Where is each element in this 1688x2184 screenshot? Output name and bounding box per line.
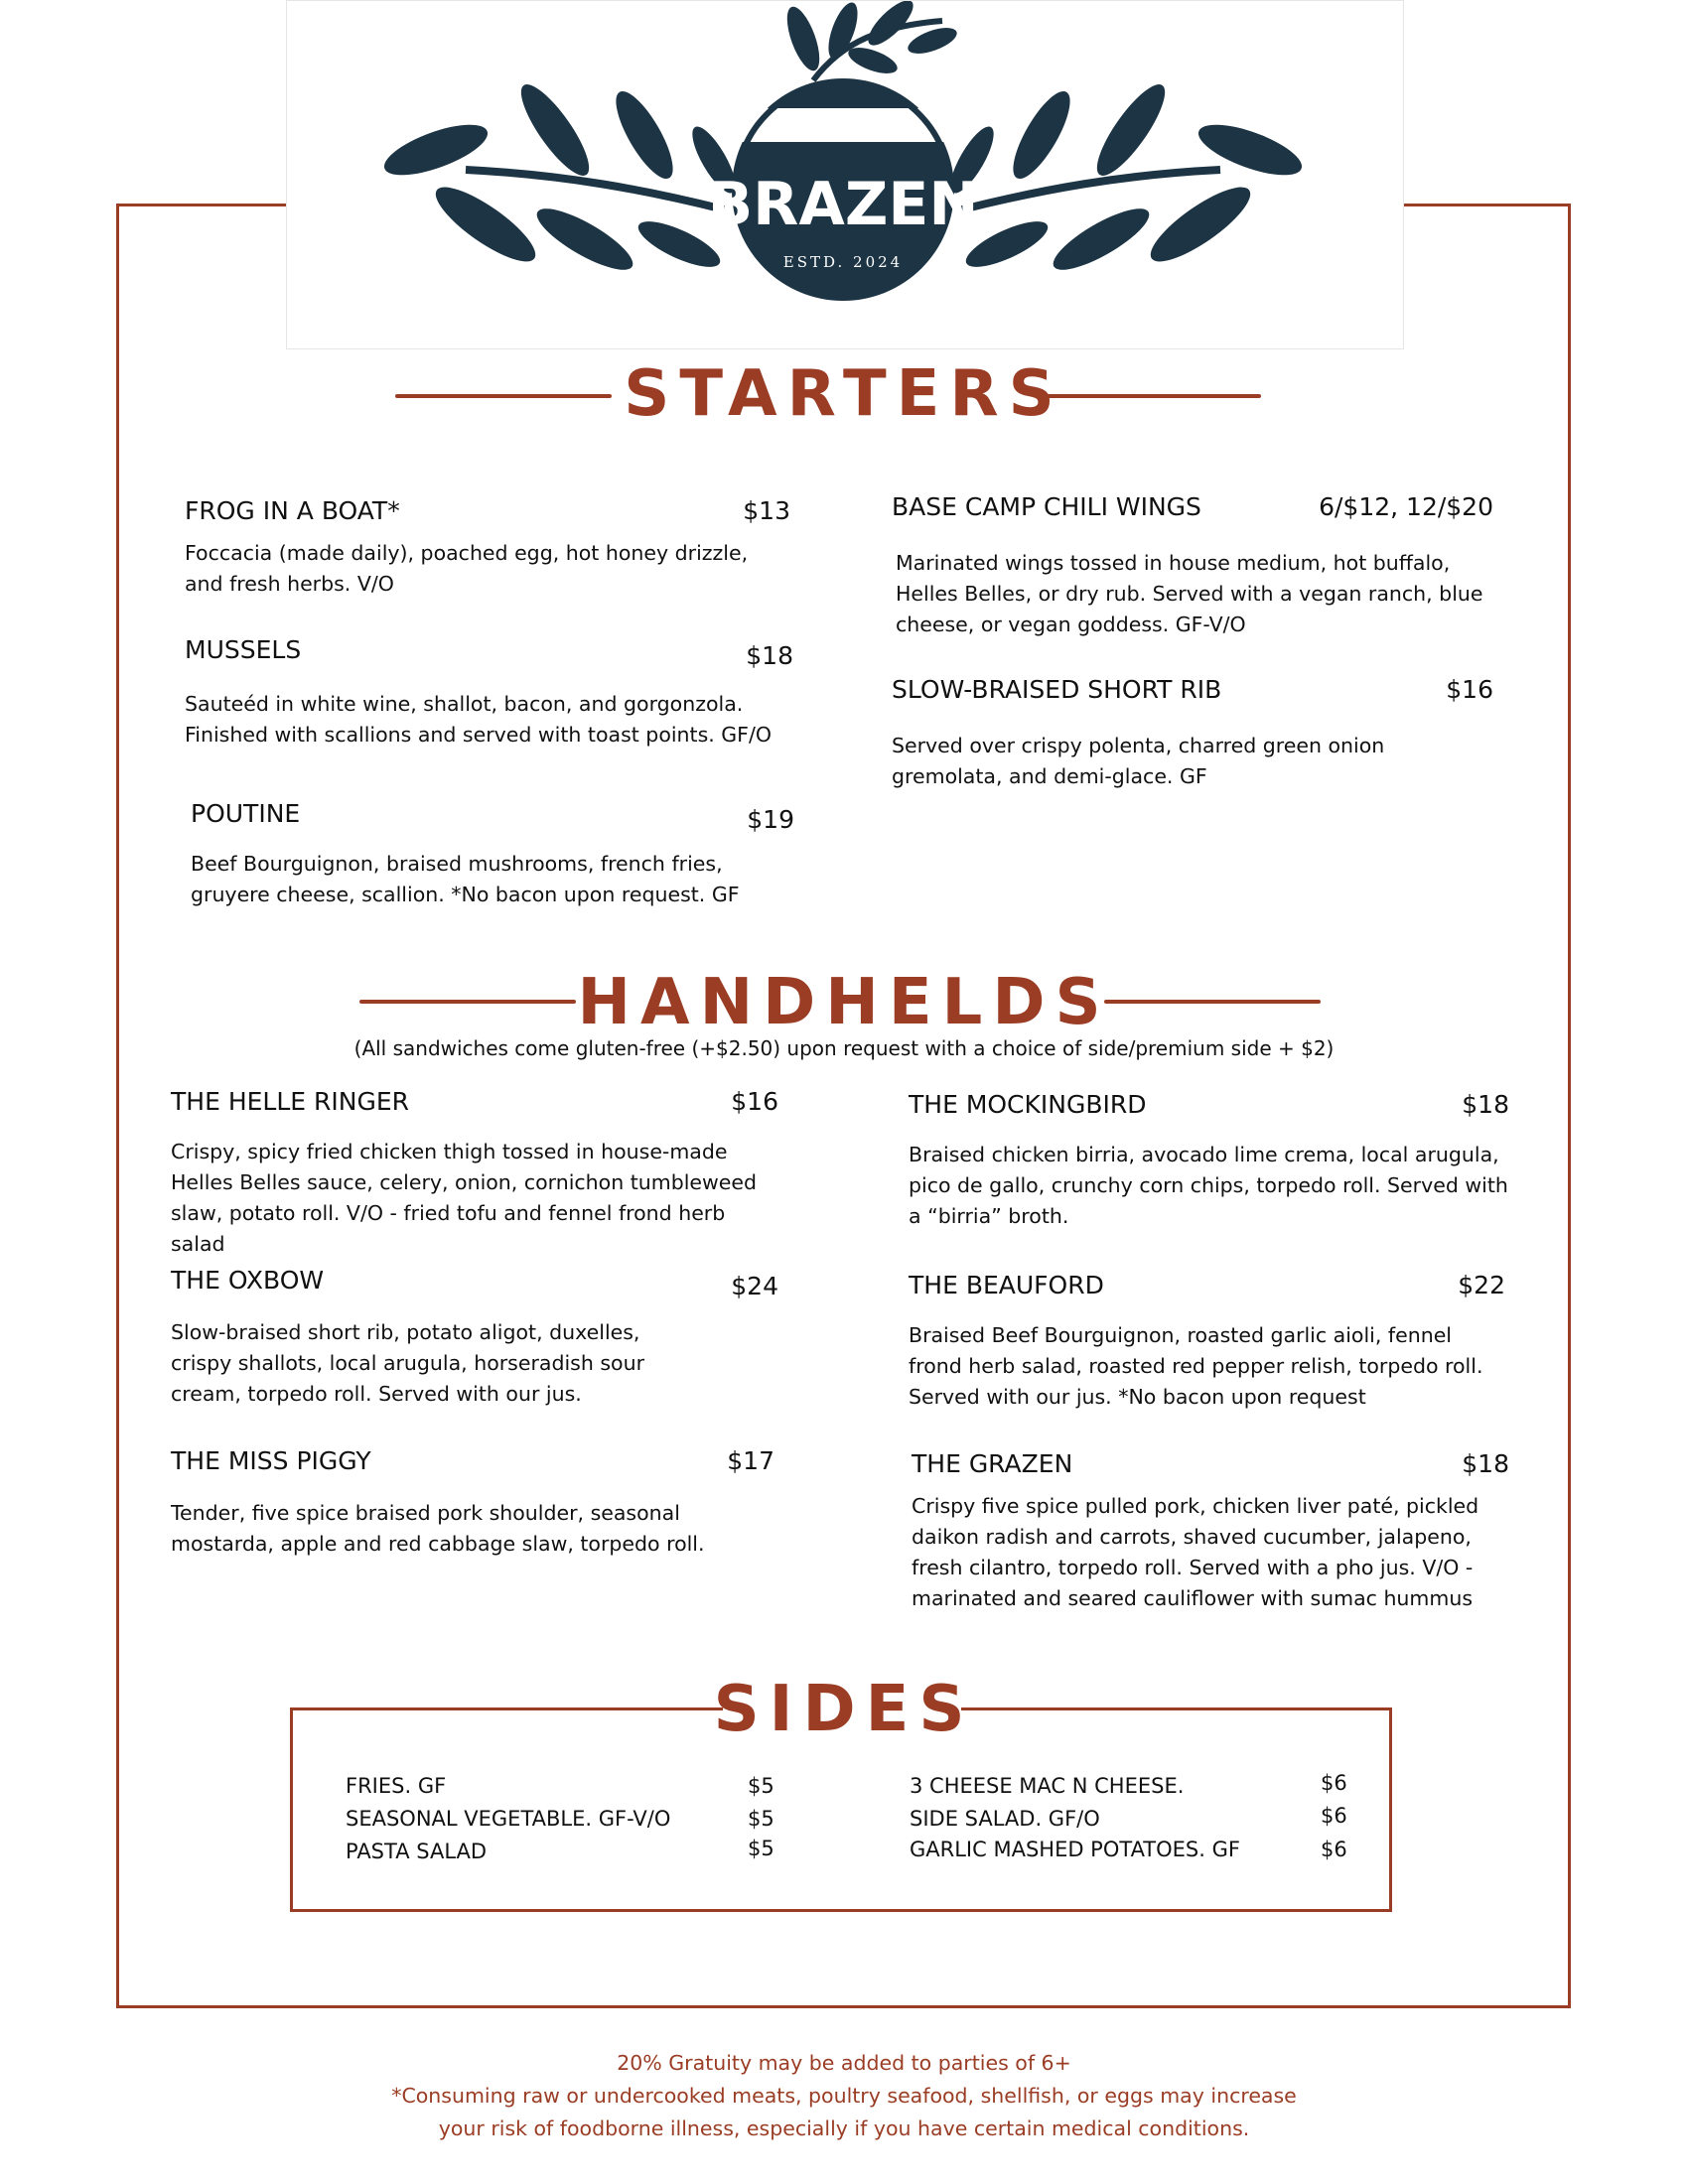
item-price: $18 [1462, 1090, 1509, 1119]
side-item-price: $6 [1321, 1771, 1347, 1795]
item-name: THE MOCKINGBIRD [909, 1090, 1147, 1119]
side-item-price: $5 [748, 1837, 774, 1860]
item-price: $18 [1462, 1449, 1509, 1478]
side-item-name: 3 CHEESE MAC N CHEESE. [910, 1774, 1185, 1798]
item-name: THE GRAZEN [912, 1449, 1073, 1478]
side-item-price: $6 [1321, 1838, 1347, 1861]
item-description: Tender, five spice braised pork shoulder, seasonal mostarda, apple and red cabbage slaw, torpedo roll. [171, 1501, 705, 1556]
item-price: $22 [1458, 1271, 1505, 1299]
item-name: MUSSELS [185, 635, 302, 664]
handhelds-note: (All sandwiches come gluten-free (+$2.50) upon request with a choice of side/premium side + $2) [353, 1036, 1335, 1060]
side-item-price: $5 [748, 1774, 774, 1798]
side-item-name: FRIES. GF [346, 1774, 447, 1798]
item-description: Beef Bourguignon, braised mushrooms, french fries, gruyere cheese, scallion. *No bacon upon request. GF [191, 852, 740, 906]
item-description: Foccacia (made daily), poached egg, hot honey drizzle, and fresh herbs. V/O [185, 541, 749, 596]
item-description: Crispy five spice pulled pork, chicken liver paté, pickled daikon radish and carrots, shaved cucumber, jalapeno, fresh cilantro, torpedo roll. Served with a pho jus. V/O - marinated and seared cauliflower with sumac hummus [912, 1494, 1479, 1610]
food-safety-note: *Consuming raw or undercooked meats, poultry seafood, shellfish, or eggs may increase [391, 2084, 1297, 2108]
item-name: THE MISS PIGGY [171, 1446, 371, 1475]
gratuity-note: 20% Gratuity may be added to parties of 6+ [617, 2051, 1071, 2075]
item-description: Served over crispy polenta, charred green onion gremolata, and demi-glace. GF [892, 734, 1385, 788]
handhelds-title: HANDHELDS [577, 966, 1111, 1039]
sides-title: SIDES [713, 1673, 975, 1746]
item-name: SLOW-BRAISED SHORT RIB [892, 675, 1222, 704]
footer-notice [0, 2047, 1688, 2145]
item-price: $16 [1446, 675, 1493, 704]
item-price: $24 [731, 1272, 778, 1300]
item-description: Braised chicken birria, avocado lime crema, local arugula, pico de gallo, crunchy corn chips, torpedo roll. Served with a “birria” broth. [909, 1143, 1508, 1228]
side-item-name: SEASONAL VEGETABLE. GF-V/O [346, 1807, 671, 1831]
item-name: FROG IN A BOAT* [185, 496, 400, 525]
side-item-name: PASTA SALAD [346, 1840, 488, 1863]
item-price: $13 [743, 496, 790, 525]
item-description: Slow-braised short rib, potato aligot, duxelles, crispy shallots, local arugula, horseradish sour cream, torpedo roll. Served with our jus. [171, 1320, 645, 1406]
starters-title: STARTERS [624, 357, 1064, 431]
side-item-name: SIDE SALAD. GF/O [910, 1807, 1100, 1831]
food-safety-note-cont: your risk of foodborne illness, especially if you have certain medical conditions. [438, 2116, 1250, 2140]
item-description: Braised Beef Bourguignon, roasted garlic aioli, fennel frond herb salad, roasted red pepper relish, torpedo roll. Served with our jus. *No bacon upon request [909, 1323, 1483, 1409]
item-name: THE HELLE RINGER [171, 1087, 409, 1116]
side-item-price: $6 [1321, 1804, 1347, 1828]
item-name: POUTINE [191, 799, 301, 828]
item-name: THE BEAUFORD [909, 1271, 1104, 1299]
brand-logo [286, 0, 1404, 349]
brand-name: BRAZEN [707, 170, 979, 239]
item-price: $17 [727, 1446, 774, 1475]
item-price: $18 [746, 641, 793, 670]
item-price: $19 [747, 805, 794, 834]
item-name: BASE CAMP CHILI WINGS [892, 492, 1201, 521]
laurel-logo-icon [287, 1, 1405, 350]
item-name: THE OXBOW [171, 1266, 325, 1295]
side-item-name: GARLIC MASHED POTATOES. GF [910, 1838, 1240, 1861]
item-description: Sauteéd in white wine, shallot, bacon, and gorgonzola. Finished with scallions and served with toast points. GF/O [185, 692, 773, 747]
brand-estd: ESTD. 2024 [782, 253, 904, 271]
side-item-price: $5 [748, 1807, 774, 1831]
item-price: $16 [731, 1087, 778, 1116]
item-description: Marinated wings tossed in house medium, hot buffalo, Helles Belles, or dry rub. Served with a vegan ranch, blue cheese, or vegan goddess. GF-V/O [896, 551, 1483, 636]
item-description: Crispy, spicy fried chicken thigh tossed in house-made Helles Belles sauce, celery, onion, cornichon tumbleweed slaw, potato roll. V/O - fried tofu and fennel frond herb salad [171, 1140, 758, 1256]
item-price: 6/$12, 12/$20 [1319, 492, 1493, 521]
